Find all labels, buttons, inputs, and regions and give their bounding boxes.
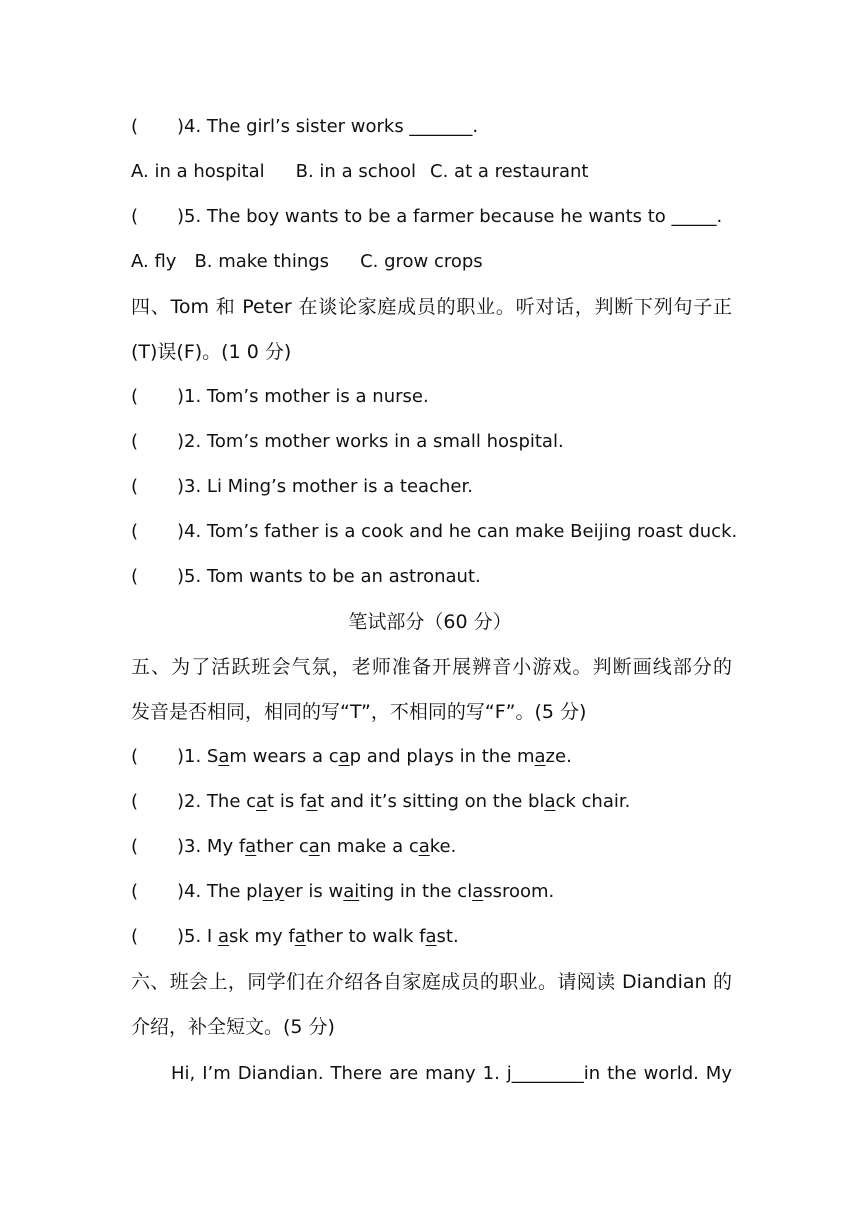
answer-paren[interactable]: ( <box>131 791 139 812</box>
underlined-letters: a <box>218 746 230 767</box>
answer-paren[interactable]: ( <box>131 521 139 542</box>
underlined-letters: a <box>418 836 430 857</box>
answer-paren[interactable]: ( <box>131 881 139 902</box>
underlined-letters: a <box>544 791 556 812</box>
s5-item-3 <box>131 835 732 859</box>
text-segment: )3. My f <box>177 836 246 857</box>
text-segment: )4. The pl <box>177 881 263 902</box>
answer-paren[interactable]: ( <box>131 431 139 452</box>
answer-paren[interactable]: ( <box>131 206 139 227</box>
text-segment: t is f <box>267 791 307 812</box>
q3-item-5-options <box>131 250 732 274</box>
question-text: )5. The boy wants to be a farmer because he wants to _____. <box>177 206 723 227</box>
s4-item-1 <box>131 385 732 409</box>
underlined-letters: a <box>294 926 306 947</box>
underlined-letters: a <box>338 746 350 767</box>
text-segment: )2. The c <box>177 791 257 812</box>
passage-line-1: Hi, I’m Diandian. There are many 1. j________in the world. My <box>171 1063 732 1084</box>
text-segment: p and plays in the m <box>349 746 535 767</box>
section-5-heading-cont: 发音是否相同，相同的写“T”，不相同的写“F”。(5 分) <box>131 701 587 723</box>
underlined-letters: a <box>217 926 229 947</box>
s5-item-4 <box>131 880 732 904</box>
s4-item-4 <box>131 520 738 544</box>
q3-item-4-options <box>131 160 732 184</box>
option-a: A. fly <box>131 251 177 272</box>
text-segment: ther to walk f <box>305 926 426 947</box>
option-a: A. in a hospital <box>131 161 265 182</box>
statement-text: )4. Tom’s father is a cook and he can make Beijing roast duck. <box>177 521 738 542</box>
q3-item-5 <box>131 205 732 229</box>
underlined-letters: ay <box>262 881 285 902</box>
underlined-letters: a <box>245 836 257 857</box>
underlined-letters: a <box>308 836 320 857</box>
underlined-letters: a <box>534 746 546 767</box>
statement-text: )5. Tom wants to be an astronaut. <box>177 566 481 587</box>
option-b: B. make things <box>194 251 330 272</box>
section-4-heading-cont: (T)误(F)。(1 0 分) <box>131 341 292 363</box>
s5-item-2 <box>131 790 732 814</box>
text-segment: ssroom. <box>483 881 555 902</box>
text-segment: ther c <box>256 836 309 857</box>
section-4-heading: 四、Tom 和 Peter 在谈论家庭成员的职业。听对话，判断下列句子正 <box>131 296 732 318</box>
written-part-title: 笔试部分（60 分） <box>348 611 512 633</box>
text-segment: n make a c <box>319 836 419 857</box>
s4-item-5 <box>131 565 732 589</box>
text-segment: ze. <box>545 746 572 767</box>
option-b: B. in a school <box>295 161 417 182</box>
statement-text: )1. Tom’s mother is a nurse. <box>177 386 429 407</box>
s4-item-3 <box>131 475 732 499</box>
text-segment: sk my f <box>228 926 295 947</box>
option-c: C. at a restaurant <box>430 161 589 182</box>
answer-paren[interactable]: ( <box>131 476 139 497</box>
answer-paren[interactable]: ( <box>131 836 139 857</box>
question-text: )4. The girl’s sister works _______. <box>177 116 479 137</box>
text-segment: ting in the cl <box>359 881 473 902</box>
q3-item-4 <box>131 115 732 139</box>
s4-item-2 <box>131 430 732 454</box>
s5-item-1 <box>131 745 732 769</box>
statement-text: )3. Li Ming’s mother is a teacher. <box>177 476 473 497</box>
answer-paren[interactable]: ( <box>131 386 139 407</box>
underlined-letters: a <box>256 791 268 812</box>
text-segment: er is w <box>284 881 344 902</box>
text-segment: ck chair. <box>555 791 631 812</box>
text-segment: t and it’s sitting on the bl <box>317 791 545 812</box>
statement-text: )2. Tom’s mother works in a small hospital. <box>177 431 564 452</box>
section-6-heading-cont: 介绍，补全短文。(5 分) <box>131 1016 335 1038</box>
section-6-heading: 六、班会上，同学们在介绍各自家庭成员的职业。请阅读 Diandian 的 <box>131 971 732 993</box>
underlined-letters: a <box>425 926 437 947</box>
answer-paren[interactable]: ( <box>131 116 139 137</box>
underlined-letters: a <box>472 881 484 902</box>
text-segment: )5. I <box>177 926 218 947</box>
text-segment: )1. S <box>177 746 219 767</box>
answer-paren[interactable]: ( <box>131 566 139 587</box>
answer-paren[interactable]: ( <box>131 746 139 767</box>
text-segment: m wears a c <box>229 746 339 767</box>
section-5-heading: 五、为了活跃班会气氛，老师准备开展辨音小游戏。判断画线部分的 <box>131 656 732 678</box>
s5-item-5 <box>131 925 732 949</box>
underlined-letters: ai <box>343 881 360 902</box>
underlined-letters: a <box>306 791 318 812</box>
answer-paren[interactable]: ( <box>131 926 139 947</box>
text-segment: ke. <box>429 836 457 857</box>
text-segment: st. <box>436 926 459 947</box>
option-c: C. grow crops <box>360 251 483 272</box>
